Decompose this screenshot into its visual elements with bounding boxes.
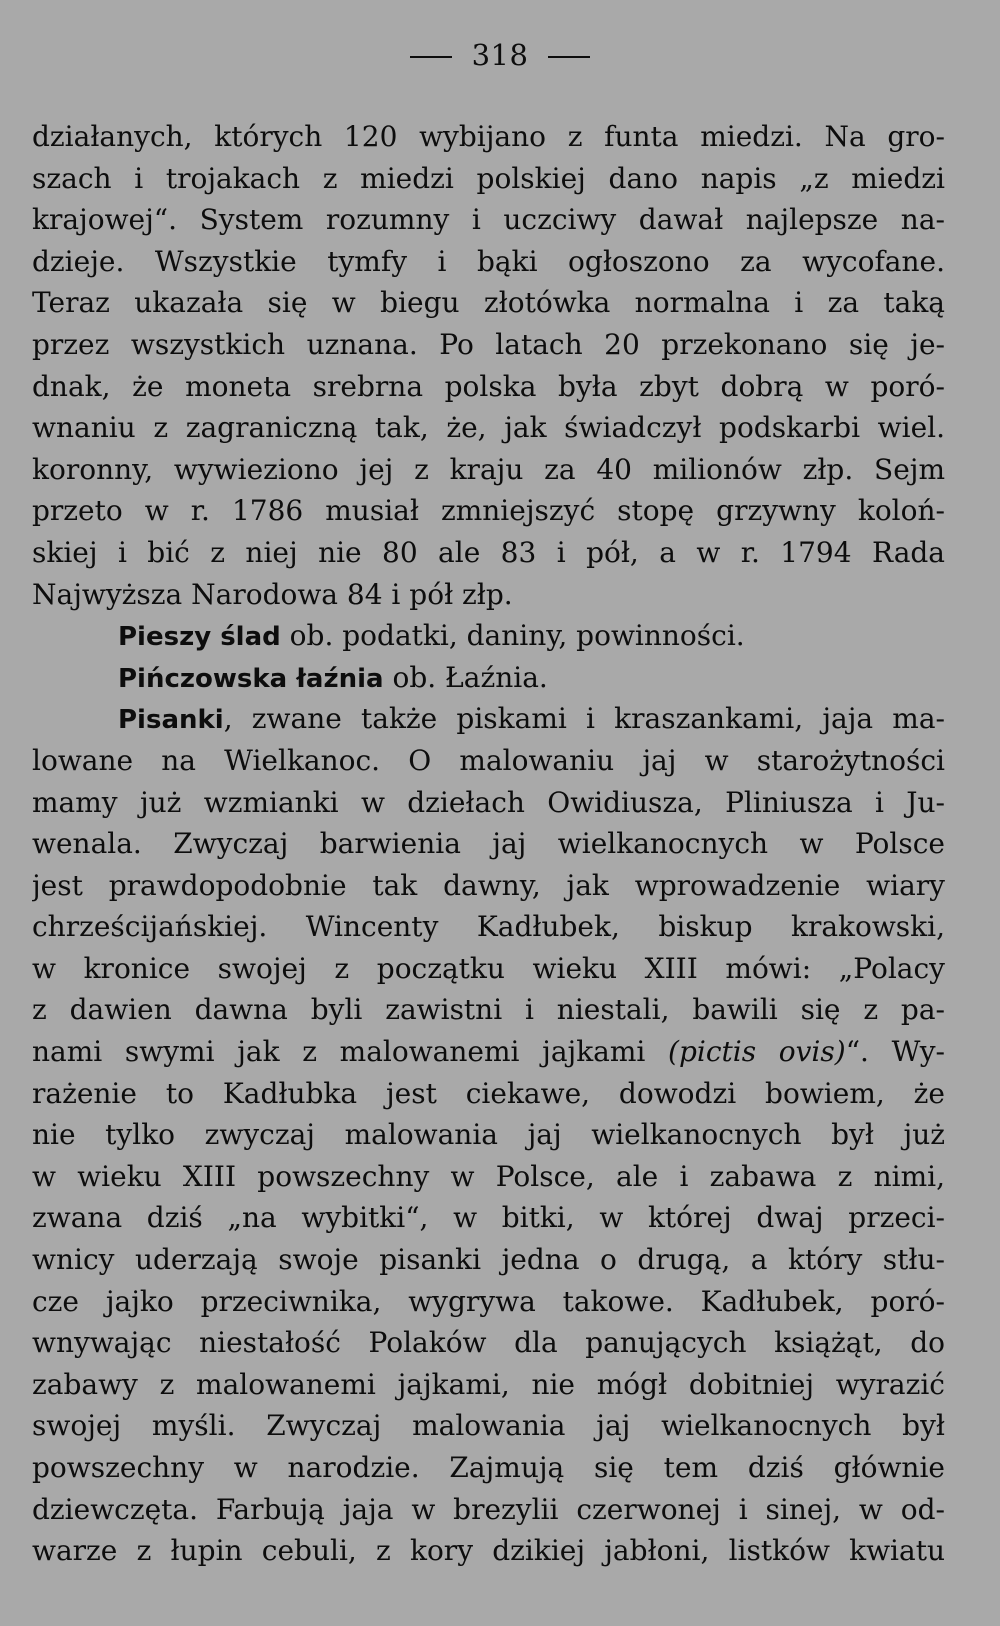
text-line: wnywając niestałość Polaków dla panujących książąt, do [32, 1326, 945, 1360]
text-line: w wieku XIII powszechny w Polsce, ale i zabawa z nimi, [32, 1159, 945, 1193]
text-line: Najwyższa Narodowa 84 i pół złp. [32, 577, 513, 611]
text-segment: nami swymi jak z malowanemi jajkami [32, 1035, 669, 1069]
text-line: swojej myśli. Zwyczaj malowania jaj wielkanocnych był [32, 1409, 945, 1443]
text-line: szach i trojakach z miedzi polskiej dano napis „z miedzi [32, 161, 945, 195]
text-line: dnak, że moneta srebrna polska była zbyt dobrą w poró- [32, 369, 945, 403]
text-line: warze z łupin cebuli, z kory dzikiej jabłoni, listków kwiatu [32, 1534, 945, 1568]
entry-headword: Pińczowska łaźnia [118, 663, 384, 694]
text-line: przeto w r. 1786 musiał zmniejszyć stopę grzywny koloń- [32, 494, 945, 528]
text-line: nie tylko zwyczaj malowania jaj wielkanocnych był już [32, 1118, 945, 1152]
body-text [32, 116, 945, 1572]
entry-text: ob. podatki, daniny, powinności. [280, 619, 745, 653]
dash-right [548, 56, 590, 58]
text-line: dziewczęta. Farbują jaja w brezylii czerwonej i sinej, w od- [32, 1492, 945, 1526]
text-line: Teraz ukazała się w biegu złotówka normalna i za taką [32, 286, 945, 320]
text-line: wenala. Zwyczaj barwienia jaj wielkanocnych w Polsce [32, 827, 945, 861]
text-line: chrześcijańskiej. Wincenty Kadłubek, biskup krakowski, [32, 910, 945, 944]
entry-pinczowska-laznia [32, 657, 945, 699]
dash-left [410, 56, 452, 58]
text-line-with-latin [32, 1031, 945, 1073]
text-line: w kronice swojej z początku wieku XIII mówi: „Polacy [32, 951, 945, 985]
text-line: krajowej“. System rozumny i uczciwy dawał najlepsze na- [32, 203, 945, 237]
latin-quote: (pictis ovis) [668, 1035, 846, 1069]
text-line: rażenie to Kadłubka jest ciekawe, dowodzi bowiem, że [32, 1076, 945, 1110]
entry-headword: Pieszy ślad [118, 622, 281, 653]
text-line: wnaniu z zagraniczną tak, że, jak świadczył podskarbi wiel. [32, 411, 945, 445]
text-line: jest prawdopodobnie tak dawny, jak wprowadzenie wiary [32, 868, 945, 902]
entry-text: ob. Łaźnia. [383, 660, 548, 694]
text-segment: “. Wy- [845, 1035, 945, 1069]
text-line: skiej i bić z niej nie 80 ale 83 i pół, a w r. 1794 Rada [32, 535, 945, 569]
text-line: zabawy z malowanemi jajkami, nie mógł dobitniej wyrazić [32, 1367, 945, 1401]
page-header [0, 38, 1000, 72]
text-line: wnicy uderzają swoje pisanki jedna o drugą, a który stłu- [32, 1243, 945, 1277]
page-number: 318 [471, 38, 529, 72]
text-line: dzieje. Wszystkie tymfy i bąki ogłoszono za wycofane. [32, 244, 945, 278]
text-line: cze jajko przeciwnika, wygrywa takowe. Kadłubek, poró- [32, 1284, 945, 1318]
text-line: przez wszystkich uznana. Po latach 20 przekonano się je- [32, 327, 945, 361]
text-line: działanych, których 120 wybijano z funta miedzi. Na gro- [32, 120, 945, 153]
text-line: zwana dziś „na wybitki“, w bitki, w której dwaj przeci- [32, 1201, 945, 1235]
text-line: lowane na Wielkanoc. O malowaniu jaj w starożytności [32, 743, 945, 777]
text-line: koronny, wywieziono jej z kraju za 40 milionów złp. Sejm [32, 452, 945, 486]
text-line: z dawien dawna byli zawistni i niestali, bawili się z pa- [32, 993, 945, 1027]
text-line: powszechny w narodzie. Zajmują się tem dziś głównie [32, 1451, 945, 1484]
entry-headword: Pisanki [118, 705, 224, 736]
text-line: mamy już wzmianki w dziełach Owidiusza, Pliniusza i Ju- [32, 785, 945, 819]
entry-pieszy-slad [32, 615, 945, 657]
entry-pisanki [32, 698, 945, 740]
entry-text: , zwane także piskami i kraszankami, jaja ma- [223, 702, 945, 736]
